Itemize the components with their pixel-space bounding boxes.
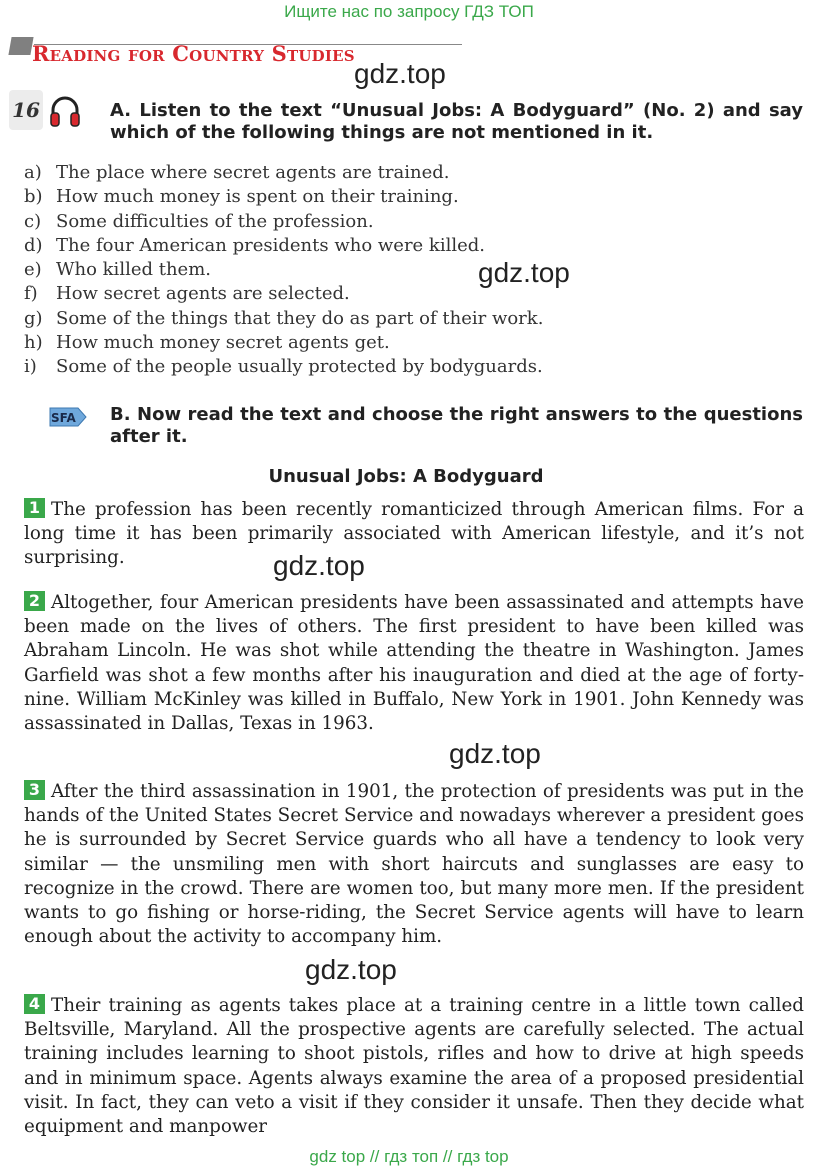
top-link[interactable]: Ищите нас по запросу ГДЗ ТОП [284,2,534,21]
task-a: A. Listen to the text “Unusual Jobs: A Bodyguard” (No. 2) and say which of the following things are not mentioned in it. [110,100,803,143]
list-item: d) The four American presidents who were killed. [24,234,486,256]
paragraph: 4 Their training as agents takes place at a training centre in a little town called Beltsville, Maryland. All the prospective agents are carefully selected. The actual training includes learning to shoot pistols, rifles and how to drive at high speeds and in minimum space. Agents always examine the area of a proposed presidential visit. In fact, they can veto a visit if they consider it unsafe. Then they decide what equipment and manpower [24,994,804,1138]
options-list [24,161,804,380]
watermark: gdz.top [354,58,446,89]
paragraph-number: 2 [24,591,45,611]
list-item: g) Some of the things that they do as part of their work. [24,307,544,329]
text-title: Unusual Jobs: A Bodyguard [268,466,544,487]
watermark: gdz.top [478,257,570,288]
list-item: b) How much money is spent on their training. [24,186,459,208]
list-item: f) How secret agents are selected. [24,283,350,305]
paragraph-number: 3 [24,780,45,800]
watermark: gdz.top [305,954,397,985]
exercise-number: 16 [9,90,43,130]
paragraph: 2 Altogether, four American presidents have been assassinated and attempts have been made on the lives of others. The first president to have been killed was Abraham Lincoln. He was shot while attending the theatre in Washington. James Garfield was shot a few months after his inauguration and died at the age of forty-nine. William McKinley was killed in Buffalo, New York in 1901. John Kennedy was assassinated in Dallas, Texas in 1963. [24,591,804,735]
task-b: B. Now read the text and choose the right answers to the questions after it. [110,404,803,447]
paragraph-number: 1 [24,498,45,518]
paragraph-number: 4 [24,994,45,1014]
list-item: e) Who killed them. [24,259,211,281]
watermark: gdz.top [449,738,541,769]
headphones-icon [49,94,81,128]
watermark: gdz.top [273,550,365,581]
list-item: i) Some of the people usually protected by bodyguards. [24,356,543,378]
list-item: c) Some difficulties of the profession. [24,210,374,232]
bottom-link[interactable]: gdz top // гдз топ // гдз top [309,1147,509,1166]
paragraph: 1 The profession has been recently romanticized through American films. For a long time it has been primarily associated with American lifestyle, and it’s not surprising. [24,498,804,569]
section-title: Reading for Country Studies [32,41,355,66]
sfa-icon [48,404,88,430]
header-tab-decoration [8,37,33,55]
svg-text:SFA: SFA [51,411,76,425]
list-item: h) How much money secret agents get. [24,332,390,354]
paragraph: 3 After the third assassination in 1901, the protection of presidents was put in the hands of the United States Secret Service and nowadays wherever a president goes he is surrounded by Secret Service guards who all have a tendency to look very similar — the unsmiling men with short haircuts and sunglasses are easy to recognize in the crowd. There are women too, but many more men. If the president wants to go fishing or horse-riding, the Secret Service agents will have to learn enough about the activity to accompany him. [24,780,804,948]
list-item: a) The place where secret agents are trained. [24,162,450,183]
